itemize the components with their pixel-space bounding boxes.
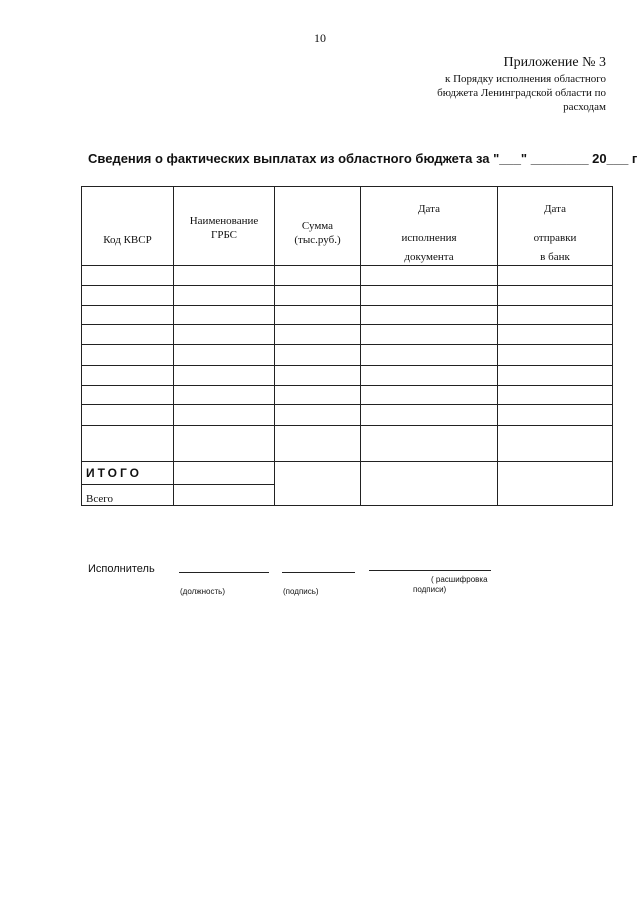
appendix-line-3: расходам: [563, 101, 606, 113]
table-row: [82, 306, 613, 325]
header-label: Код КВСР: [103, 234, 152, 246]
table-row: [82, 266, 613, 286]
header-bank-date: [498, 187, 613, 266]
table-header-row: [82, 187, 613, 266]
table-row: [82, 325, 613, 345]
header-sum: [275, 187, 361, 266]
table-row: [82, 386, 613, 405]
header-label: (тыс.руб.): [294, 234, 341, 246]
total-row: [82, 462, 613, 485]
header-kvsr: [82, 187, 174, 266]
header-label: ГРБС: [210, 229, 238, 241]
appendix-line-1: к Порядку исполнения областного: [445, 73, 606, 85]
payments-table: [81, 186, 613, 506]
header-label: отправки: [533, 232, 577, 244]
table-row: [82, 405, 613, 426]
total-sub-label: Всего: [82, 485, 174, 506]
header-grbs: [174, 187, 275, 266]
table-row: [82, 286, 613, 306]
signature-caption: (подпись): [283, 587, 319, 596]
table-row: [82, 426, 613, 462]
page-number: 10: [314, 31, 326, 45]
position-caption: (должность): [180, 587, 225, 596]
table-row: [82, 366, 613, 386]
appendix-title: Приложение № 3: [503, 55, 606, 70]
position-line: [179, 572, 269, 573]
header-label: исполнения: [401, 232, 457, 244]
form-title: Сведения о фактических выплатах из областного бюджета за "___" ________ 20___ г: [88, 151, 638, 166]
decode-caption-1: ( расшифровка: [431, 575, 488, 584]
header-label: Сумма: [301, 220, 334, 232]
header-exec-date: [361, 187, 498, 266]
header-label: Дата: [418, 203, 440, 215]
header-label: Дата: [544, 203, 566, 215]
header-label: документа: [404, 251, 454, 263]
table-row: [82, 345, 613, 366]
decode-caption-2: подписи): [413, 585, 447, 594]
total-label: ИТОГО: [82, 462, 174, 485]
header-label: в банк: [540, 251, 570, 263]
header-label: Наименование: [189, 215, 259, 227]
signature-line: [282, 572, 355, 573]
appendix-line-2: бюджета Ленинградской области по: [437, 87, 606, 99]
appendix-header: [437, 54, 606, 114]
decode-line: [369, 570, 491, 571]
executor-label: Исполнитель: [88, 563, 155, 575]
